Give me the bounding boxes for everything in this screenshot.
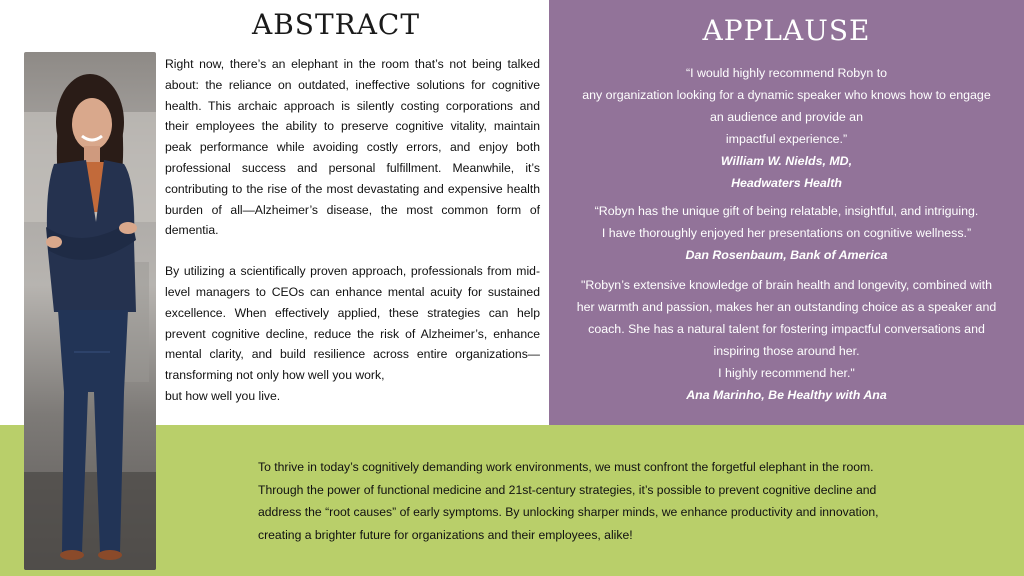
abstract-paragraph-1: Right now, there’s an elephant in the room that’s not being talked about: the reliance on outdated, ineffective solutions for cognitive health. This archaic approach is silently costing corporations and their employees the ability to preserve cognitive vitality, maintain peak performance while avoiding costly errors, and enjoy both professional success and personal fulfillment. Meanwhile, it’s contributing to the rise of the most devastating and expensive health burden of all—Alzheimer’s disease, the most common form of dementia.: [165, 57, 540, 238]
quote-line: inspiring those around her.: [713, 344, 860, 358]
testimonial-author: William W. Nields, MD,: [720, 154, 853, 168]
quote-line: any organization looking for a dynamic speaker who knows how to engage: [582, 88, 991, 102]
testimonial-author: Dan Rosenbaum, Bank of America: [685, 248, 888, 262]
speaker-photo: [24, 52, 156, 570]
testimonial-3: [555, 274, 1018, 406]
quote-line: an audience and provide an: [710, 110, 863, 124]
quote-line: “Robyn has the unique gift of being relatable, insightful, and intriguing.: [594, 204, 979, 218]
testimonial-2: [555, 200, 1018, 266]
testimonial-1: [555, 62, 1018, 194]
testimonial-author-org: Headwaters Health: [731, 176, 842, 190]
abstract-body: [165, 54, 540, 407]
abstract-paragraph-2-end: but how well you live.: [165, 388, 281, 403]
quote-line: I have thoroughly enjoyed her presentations on cognitive wellness.”: [601, 226, 972, 240]
applause-title: APPLAUSE: [702, 14, 871, 47]
quote-line: “I would highly recommend Robyn to: [685, 66, 888, 80]
quote-line: I highly recommend her.": [718, 366, 855, 380]
testimonial-author: Ana Marinho, Be Healthy with Ana: [686, 388, 887, 402]
quote-line: her warmth and passion, makes her an outstanding choice as a speaker and: [576, 300, 997, 314]
abstract-paragraph-2: By utilizing a scientifically proven approach, professionals from mid-level managers to CEOs can enhance mental acuity for sustained excellence. When effectively applied, these strategies can help prevent cognitive decline, reduce the risk of Alzheimer’s, enhance mental clarity, and build resilience across entire organizations— transforming not only how well you work,: [165, 264, 540, 383]
quote-line: impactful experience.”: [725, 132, 848, 146]
quote-line: coach. She has a natural talent for fostering impactful conversations and: [588, 322, 985, 336]
quote-line: "Robyn’s extensive knowledge of brain health and longevity, combined with: [580, 278, 992, 292]
speaker-figure: [24, 52, 156, 570]
abstract-title: ABSTRACT: [251, 8, 421, 41]
closing-text: To thrive in today’s cognitively demanding work environments, we must confront the forgetful elephant in the room. Through the power of functional medicine and 21st-century strategies, it’s possible to prevent cognitive decline and address the “root causes” of early symptoms. By unlocking sharper minds, we enhance productivity and innovation, creating a brighter future for organizations and their employees, alike!: [258, 460, 879, 542]
